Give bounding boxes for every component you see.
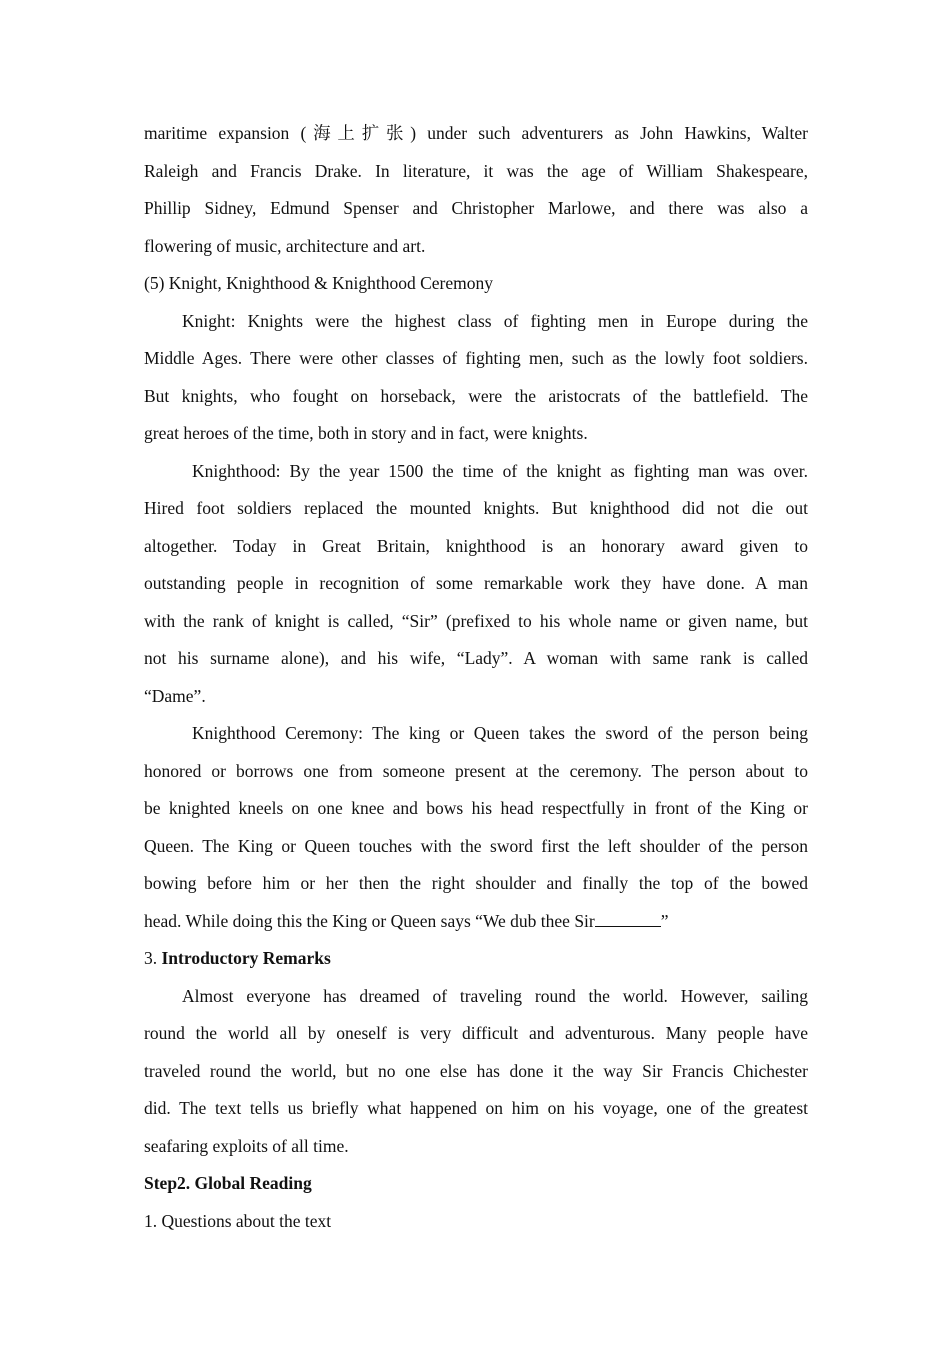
text-line: Phillip Sidney, Edmund Spenser and Christopher Marlowe, and there was also a — [144, 198, 808, 218]
step-heading: Step2. Global Reading — [144, 1173, 312, 1193]
line-text: head. While doing this the King or Queen says “We dub thee Sir — [144, 910, 595, 931]
section-heading-knight: (5) Knight, Knighthood & Knighthood Ceremony — [144, 273, 494, 293]
text-line: did. The text tells us briefly what happened on him on his voyage, one of the greatest — [144, 1098, 808, 1118]
text-line: “Dame”. — [144, 685, 206, 706]
text-line: traveled round the world, but no one else has done it the way Sir Francis Chichester — [144, 1060, 808, 1081]
text-line: outstanding people in recognition of some remarkable work they have done. A man — [144, 573, 808, 593]
text-line: maritime expansion (海上扩张) under such adventurers as John Hawkins, Walter — [144, 123, 808, 143]
text-line: honored or borrows one from someone present at the ceremony. The person about to — [144, 760, 808, 781]
text-line: flowering of music, architecture and art. — [144, 235, 426, 256]
closing-quote: ” — [660, 910, 669, 931]
text-line: be knighted kneels on one knee and bows his head respectfully in front of the King or — [144, 798, 808, 818]
text-line: not his surname alone), and his wife, “Lady”. A woman with same rank is called — [144, 648, 808, 668]
paragraph-knight-start: Knight: Knights were the highest class of fighting men in Europe during the — [182, 310, 808, 331]
text-line: altogether. Today in Great Britain, knighthood is an honorary award given to — [144, 535, 808, 556]
text-line-with-blank — [144, 903, 808, 941]
questions-heading: 1. Questions about the text — [144, 1210, 332, 1231]
fill-in-blank — [595, 912, 661, 927]
section-number: 3. — [144, 948, 162, 968]
text-line: Raleigh and Francis Drake. In literature, it was the age of William Shakespeare, — [144, 160, 808, 181]
text-line: great heroes of the time, both in story and in fact, were knights. — [144, 423, 588, 443]
section-title: Introductory Remarks — [161, 948, 331, 968]
text-line: But knights, who fought on horseback, were the aristocrats of the battlefield. The — [144, 385, 808, 406]
text-line: bowing before him or her then the right shoulder and finally the top of the bowed — [144, 873, 808, 893]
text-line: Middle Ages. There were other classes of fighting men, such as the lowly foot soldiers. — [144, 348, 808, 368]
paragraph-knighthood-start: Knighthood: By the year 1500 the time of the knight as fighting man was over. — [192, 460, 808, 481]
paragraph-intro-start: Almost everyone has dreamed of traveling round the world. However, sailing — [182, 985, 808, 1006]
paragraph-ceremony-start: Knighthood Ceremony: The king or Queen takes the sword of the person being — [192, 723, 808, 743]
text-line: with the rank of knight is called, “Sir” (prefixed to his whole name or given name, but — [144, 610, 808, 631]
text-line: round the world all by oneself is very difficult and adventurous. Many people have — [144, 1023, 808, 1043]
text-line: Hired foot soldiers replaced the mounted knights. But knighthood did not die out — [144, 498, 808, 518]
page-body — [144, 115, 808, 1240]
section-heading-introductory — [144, 940, 808, 978]
text-line: Queen. The King or Queen touches with the sword first the left shoulder of the person — [144, 835, 808, 856]
text-line: seafaring exploits of all time. — [144, 1135, 349, 1156]
